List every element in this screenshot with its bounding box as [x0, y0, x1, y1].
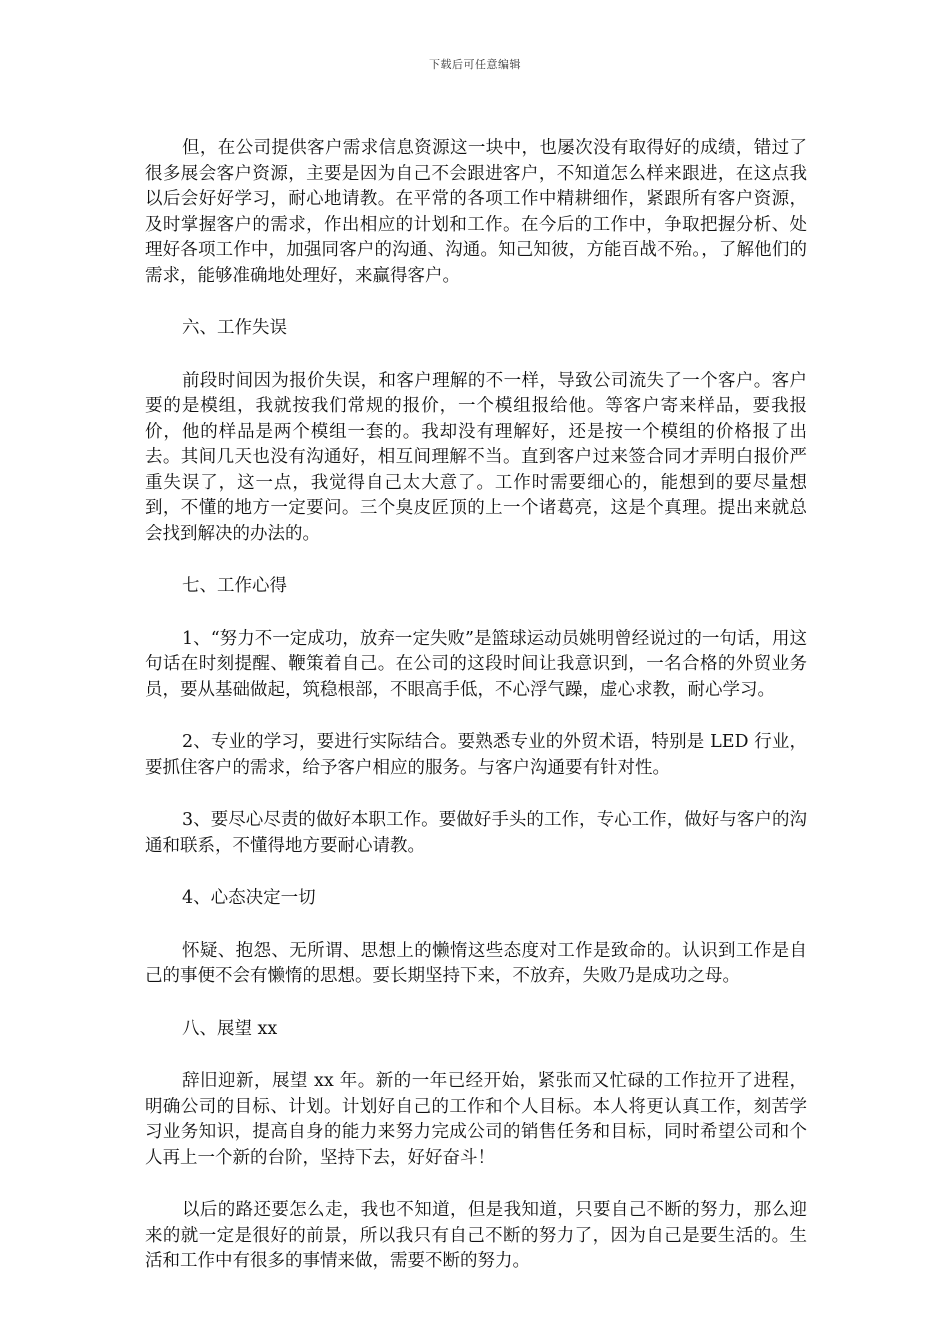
- section-heading-work-experience: 七、工作心得: [182, 576, 287, 596]
- paragraph-attitude: 怀疑、抱怨、无所谓、思想上的懒惰这些态度对工作是致命的。认识到工作是自己的事便不会有懒惰的思想。要长期坚持下来，不放弃，失败乃是成功之母。: [145, 940, 807, 986]
- section-heading-work-mistakes: 六、工作失误: [182, 318, 287, 338]
- section-heading-outlook: 八、展望 xx: [182, 1018, 278, 1039]
- paragraph-closing: 以后的路还要怎么走，我也不知道，但是我知道，只要自己不断的努力，那么迎来的就一定是很好的前景，所以我只有自己不断的努力了，因为自己是要生活的。生活和工作中有很多的事情来做，需要不断的努力。: [145, 1200, 807, 1271]
- paragraph-experience-3: 3、要尽心尽责的做好本职工作。要做好手头的工作，专心工作，做好与客户的沟通和联系，不懂得地方要耐心请教。: [145, 810, 807, 856]
- subheading-attitude: 4、心态决定一切: [182, 888, 316, 908]
- paragraph-quotation-mistake: 前段时间因为报价失误，和客户理解的不一样，导致公司流失了一个客户。客户要的是模组，我就按我们常规的报价，一个模组报给他。等客户寄来样品，要我报价，他的样品是两个模组一套的。我却没有理解好，还是按一个模组的价格报了出去。其间几天也没有沟通好，相互间理解不当。直到客户过来签合同才弄明白报价严重失误了，这一点，我觉得自己太大意了。工作时需要细心的，能想到的要尽量想到，不懂的地方一定要问。三个臭皮匠顶的上一个诸葛亮，这是个真理。提出来就总会找到解决的办法的。: [145, 370, 807, 544]
- paragraph-experience-2: 2、专业的学习，要进行实际结合。要熟悉专业的外贸术语，特别是 LED 行业，要抓住客户的需求，给予客户相应的服务。与客户沟通要有针对性。: [145, 732, 807, 778]
- document-body: [145, 136, 807, 1302]
- page-header: 下载后可任意编辑: [429, 58, 521, 71]
- paragraph-outlook: 辞旧迎新，展望 xx 年。新的一年已经开始，紧张而又忙碌的工作拉开了进程，明确公司的目标、计划。计划好自己的工作和个人目标。本人将更认真工作，刻苦学习业务知识，提高自身的能力来努力完成公司的销售任务和目标，同时希望公司和个人再上一个新的台阶，坚持下去，好好奋斗！: [145, 1071, 807, 1168]
- paragraph-experience-1: 1、“努力不一定成功，放弃一定失败”是篮球运动员姚明曾经说过的一句话，用这句话在时刻提醒、鞭策着自己。在公司的这段时间让我意识到，一名合格的外贸业务员，要从基础做起，筑稳根部，不眼高手低，不心浮气躁，虚心求教，耐心学习。: [145, 628, 807, 700]
- paragraph-customer-resources: 但，在公司提供客户需求信息资源这一块中，也屡次没有取得好的成绩，错过了很多展会客户资源，主要是因为自己不会跟进客户，不知道怎么样来跟进，在这点我以后会好好学习，耐心地请教。在平常的各项工作中精耕细作，紧跟所有客户资源，及时掌握客户的需求，作出相应的计划和工作。在今后的工作中，争取把握分析、处理好各项工作中，加强同客户的沟通、沟通。知己知彼，方能百战不殆。，了解他们的需求，能够准确地处理好，来赢得客户。: [145, 138, 807, 286]
